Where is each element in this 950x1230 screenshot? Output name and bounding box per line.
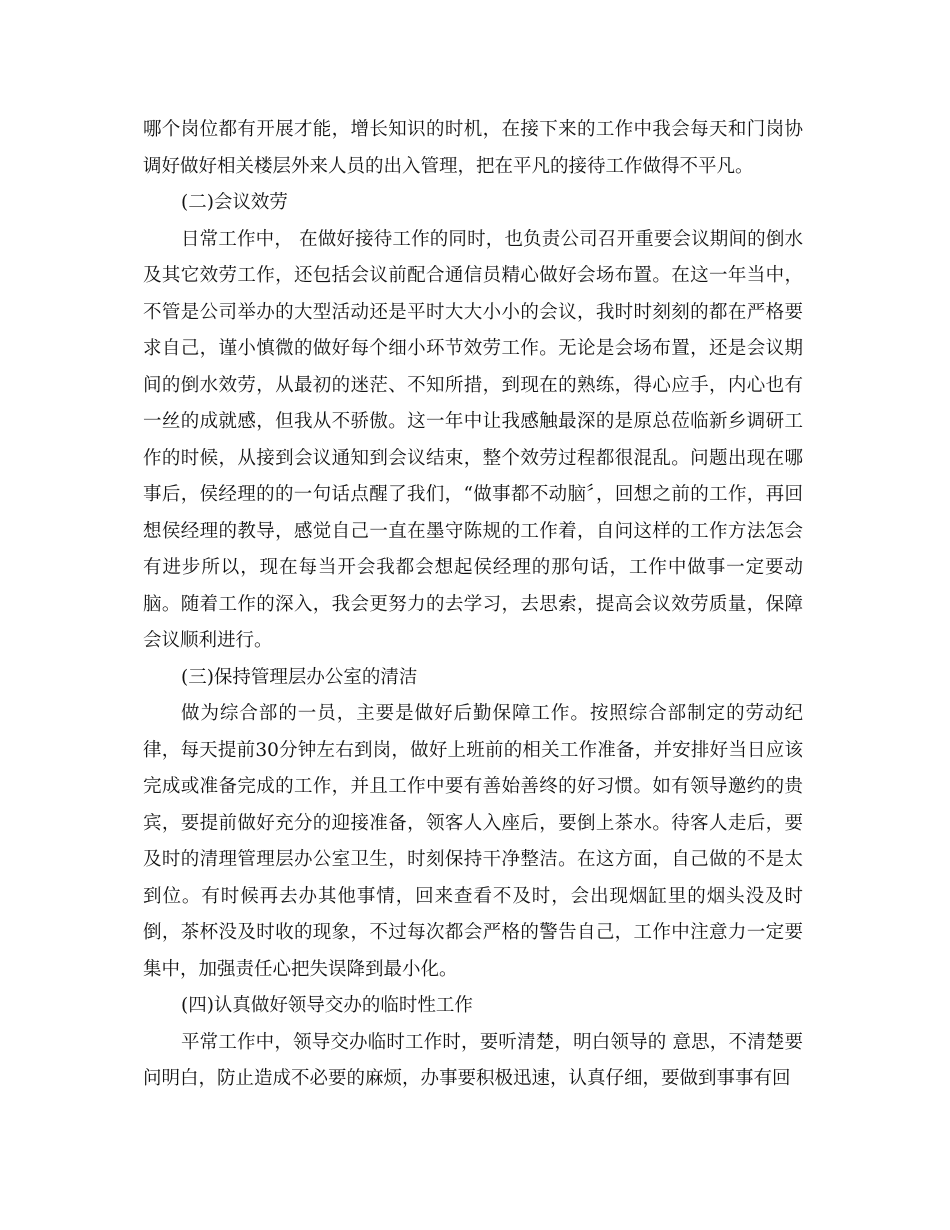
paragraph-meeting-service: 日常工作中， 在做好接待工作的同时，也负责公司召开重要会议期间的倒水及其它效劳工作，还包括会议前配合通信员精心做好会场布置。在这一年当中，不管是公司举办的大型活动还是平时大大小小的会议，我时时刻刻的都在严格要求自己，谨小慎微的做好每个细小环节效劳工作。无论是会场布置，还是会议期间的倒水效劳，从最初的迷茫、不知所措，到现在的熟练，得心应手，内心也有一丝的成就感，但我从不骄傲。这一年中让我感触最深的是原总莅临新乡调研工作的时候，从接到会议通知到会议结束，整个效劳过程都很混乱。问题出现在哪事后，侯经理的的一句话点醒了我们，“做事都不动脑〞，回想之前的工作，再回想侯经理的教导，感觉自己一直在墨守陈规的工作着，自问这样的工作方法怎会有进步所以，现在每当开会我都会想起侯经理的那句话，工作中做事一定要动脑。随着工作的深入，我会更努力的去学习，去思索，提高会议效劳质量，保障会议顺利进行。 (143, 228, 803, 651)
section-heading-temporary-tasks: (四)认真做好领导交办的临时性工作 (181, 995, 473, 1016)
section-heading-meeting-service: (二)会议效劳 (181, 192, 288, 213)
paragraph-office-cleaning: 做为综合部的一员，主要是做好后勤保障工作。按照综合部制定的劳动纪律，每天提前30分钟左右到岗，做好上班前的相关工作准备，并安排好当日应该完成或准备完成的工作，并且工作中要有善始善终的好习惯。如有领导邀约的贵宾，要提前做好充分的迎接准备，领客人入座后，要倒上茶水。待客人走后，要及时的清理管理层办公室卫生，时刻保持干净整洁。在这方面，自己做的不是太到位。有时候再去办其他事情，回来查看不及时，会出现烟缸里的烟头没及时倒，茶杯没及时收的现象，不过每次都会严格的警告自己，工作中注意力一定要集中，加强责任心把失误降到最小化。 (143, 703, 803, 980)
section-heading-office-cleaning: (三)保持管理层办公室的清洁 (181, 666, 418, 688)
paragraph-temporary-tasks: 平常工作中，领导交办临时工作时，要听清楚，明白领导的 意思，不清楚要问明白，防止造成不必要的麻烦，办事要积极迅速，认真仔细，要做到事事有回 (143, 1031, 803, 1089)
document-body (143, 112, 803, 1098)
paragraph-continuation: 哪个岗位都有开展才能，增长知识的时机，在接下来的工作中我会每天和门岗协调好做好相关楼层外来人员的出入管理，把在平凡的接待工作做得不平凡。 (143, 119, 803, 177)
